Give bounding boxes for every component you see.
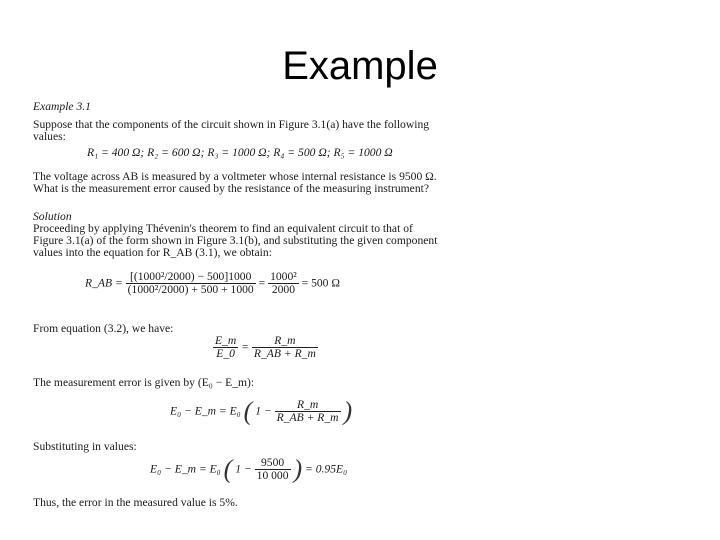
slide-title: Example bbox=[282, 44, 438, 88]
problem-line-1: Suppose that the components of the circuit shown in Figure 3.1(a) have the following bbox=[33, 118, 430, 131]
measurement-error-line: The measurement error is given by (E₀ − E_m): bbox=[33, 376, 255, 389]
equation-error-one-minus: 1 − bbox=[255, 404, 272, 418]
equation-ratio-right-numerator: R_m bbox=[274, 334, 296, 347]
equation-substituted-numerator: 9500 bbox=[260, 456, 285, 469]
equation-ratio-right-fraction bbox=[252, 335, 318, 360]
conclusion-line: Thus, the error in the measured value is 5%. bbox=[33, 496, 238, 509]
equation-error-lhs: E₀ − E_m = E₀ bbox=[170, 404, 241, 418]
equation-substituted bbox=[150, 454, 348, 484]
example-label: Example 3.1 bbox=[33, 100, 91, 113]
equation-error-numerator: R_m bbox=[296, 398, 319, 411]
problem-line-3: The voltage across AB is measured by a voltmeter whose internal resistance is 9500 Ω. bbox=[33, 170, 437, 183]
problem-line-4: What is the measurement error caused by the resistance of the measuring instrument? bbox=[33, 182, 429, 195]
equation-rab bbox=[85, 271, 340, 296]
equation-rab-equals: = bbox=[258, 276, 266, 290]
equation-error-open-paren: ( bbox=[243, 396, 253, 426]
problem-line-2: values: bbox=[33, 130, 66, 143]
equation-substituted-result: = 0.95E₀ bbox=[305, 462, 348, 476]
equation-ratio bbox=[213, 335, 318, 360]
equation-ratio-left-denominator: E_0 bbox=[213, 347, 238, 360]
equation-substituted-one-minus: 1 − bbox=[235, 462, 252, 476]
equation-rab-numerator-2: 1000² bbox=[270, 270, 297, 283]
substituting-line: Substituting in values: bbox=[33, 440, 137, 453]
solution-line-1: Proceeding by applying Thévenin's theorem to find an equivalent circuit to that of bbox=[33, 222, 413, 235]
equation-rab-fraction-2 bbox=[268, 271, 299, 296]
component-values-equation: R₁ = 400 Ω; R₂ = 600 Ω; R₃ = 1000 Ω; R₄ = 500 Ω; R₅ = 1000 Ω bbox=[87, 146, 393, 159]
equation-error-fraction bbox=[275, 399, 341, 424]
equation-rab-denominator-1: (1000²/2000) + 500 + 1000 bbox=[127, 283, 254, 297]
equation-ratio-left-numerator: E_m bbox=[215, 334, 237, 347]
solution-line-3: values into the equation for R_AB (3.1), we obtain: bbox=[33, 246, 272, 259]
from-equation-line: From equation (3.2), we have: bbox=[33, 322, 174, 335]
equation-error-denominator: R_AB + R_m bbox=[276, 411, 339, 425]
equation-ratio-right-denominator: R_AB + R_m bbox=[253, 347, 316, 361]
solution-line-2: Figure 3.1(a) of the form shown in Figure 3.1(b), and substituting the given component bbox=[33, 234, 438, 247]
equation-rab-fraction-1 bbox=[126, 271, 256, 296]
equation-error bbox=[170, 396, 353, 426]
equation-substituted-fraction bbox=[255, 457, 291, 482]
solution-label: Solution bbox=[33, 210, 72, 223]
equation-rab-result: = 500 Ω bbox=[301, 276, 340, 290]
equation-substituted-denominator: 10 000 bbox=[256, 469, 289, 483]
equation-ratio-left-fraction bbox=[213, 335, 238, 360]
equation-rab-denominator-2: 2000 bbox=[268, 283, 299, 296]
equation-substituted-lhs: E₀ − E_m = E₀ bbox=[150, 462, 221, 476]
equation-error-close-paren: ) bbox=[343, 396, 353, 426]
equation-rab-lhs: R_AB = bbox=[85, 276, 123, 290]
equation-rab-numerator-1: [(1000²/2000) − 500]1000 bbox=[129, 270, 252, 283]
equation-substituted-close-paren: ) bbox=[293, 454, 303, 484]
equation-substituted-open-paren: ( bbox=[223, 454, 233, 484]
equation-ratio-equals: = bbox=[241, 340, 249, 354]
